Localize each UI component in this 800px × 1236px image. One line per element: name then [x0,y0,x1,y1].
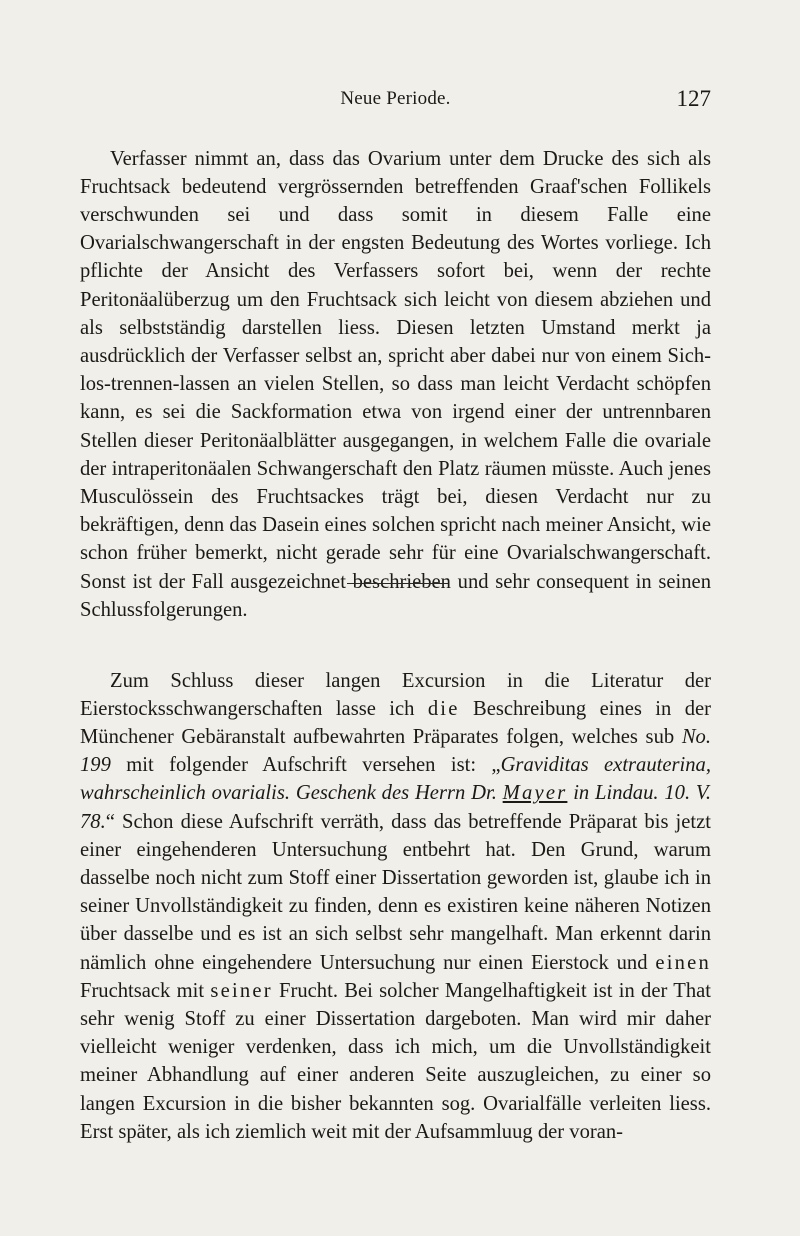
catalog-number: No. 199 [80,726,711,777]
inscription-text-b: in Lindau. 10. V. 78. [80,782,711,833]
emphasis-einen: einen [655,951,711,974]
paragraph-2 [80,667,711,1146]
inscription-text-a: Graviditas extrauterina, wahrscheinlich ovarialis. Geschenk des Herrn Dr. [80,754,711,805]
paragraph-2-text-6: Frucht. Bei solcher Mangelhaftigkeit ist in der That sehr wenig Stoff zu einer Dissertation dargeboten. Man wird mir daher vielleicht weniger verdenken, dass ich mich, um die Unvollständigkeit meiner Abhandlung auf einer anderen Seite auszugleichen, zu einer so langen Excursion in die bisher bekannten sog. Ovarialfälle verleiten liess. Erst später, als ich ziemlich weit mit der Aufsammluug der voran- [80,979,711,1143]
paragraph-1: Verfasser nimmt an, dass das Ovarium unter dem Drucke des sich als Fruchtsack bedeutend vergrössernden betreffenden Graaf'schen Follikels verschwunden sei und dass somit in diesem Falle eine Ovarialschwangerschaft in der engsten Bedeutung des Wortes vorliege. Ich pflichte der Ansicht des Verfassers sofort bei, wenn der rechte Peritonäalüberzug um den Fruchtsack sich leicht von diesem abziehen und als selbstständig darstellen liess. Diesen letzten Umstand merkt ja ausdrücklich der Verfasser selbst an, spricht aber dabei nur von einem Sich-los-trennen-lassen an vielen Stellen, so dass man leicht Verdacht schöpfen kann, es sei die Sackformation etwa von irgend einer der untrennbaren Stellen dieser Peritonäalblätter ausgegangen, in welchem Falle die ovariale der intraperitonäalen Schwangerschaft den Platz räumen müsste. Auch jenes Musculössein des Fruchtsackes trägt bei, diesen Verdacht nur zu bekräftigen, denn das Dasein eines solchen spricht nach meiner Ansicht, wie schon früher bemerkt, nicht gerade sehr für eine Ovarialschwangerschaft. Sonst ist der Fall ausgezeichnet beschrieben und sehr consequent in seinen Schlussfolgerungen. [80,147,711,621]
emphasis-die: die [427,697,460,720]
emphasis-seiner: seiner [210,979,273,1002]
paragraph-2-text-5: Fruchtsack mit [80,979,211,1002]
section-divider [347,583,448,584]
inscription-name: Mayer [502,782,568,805]
paragraph-2-text-1: Zum Schluss dieser langen Excursion in die Literatur der Eierstocksschwangerschaften lasse ich [80,669,711,720]
page-number: 127 [676,86,711,111]
paragraph-2-text-3: mit folgender Aufschrift versehen ist: „ [110,754,501,777]
running-title: Neue Periode. [340,88,451,109]
paragraph-2-text-2: Beschreibung eines in der Münchener Gebäranstalt aufbewahrten Präparates folgen, welches sub [80,697,711,748]
running-header [80,86,711,116]
paragraph-2-text-4: “ Schon diese Aufschrift verräth, dass das betreffende Präparat bis jetzt einer eingehenderen Untersuchung entbehrt hat. Den Grund, warum dasselbe noch nicht zum Stoff einer Dissertation geworden ist, glaube ich in seiner Unvollständigkeit zu finden, denn es existiren keine näheren Notizen über dasselbe und es ist an sich selbst sehr mangelhaft. Man erkennt darin nämlich ohne eingehendere Untersuchung nur einen Eierstock und [80,810,711,974]
